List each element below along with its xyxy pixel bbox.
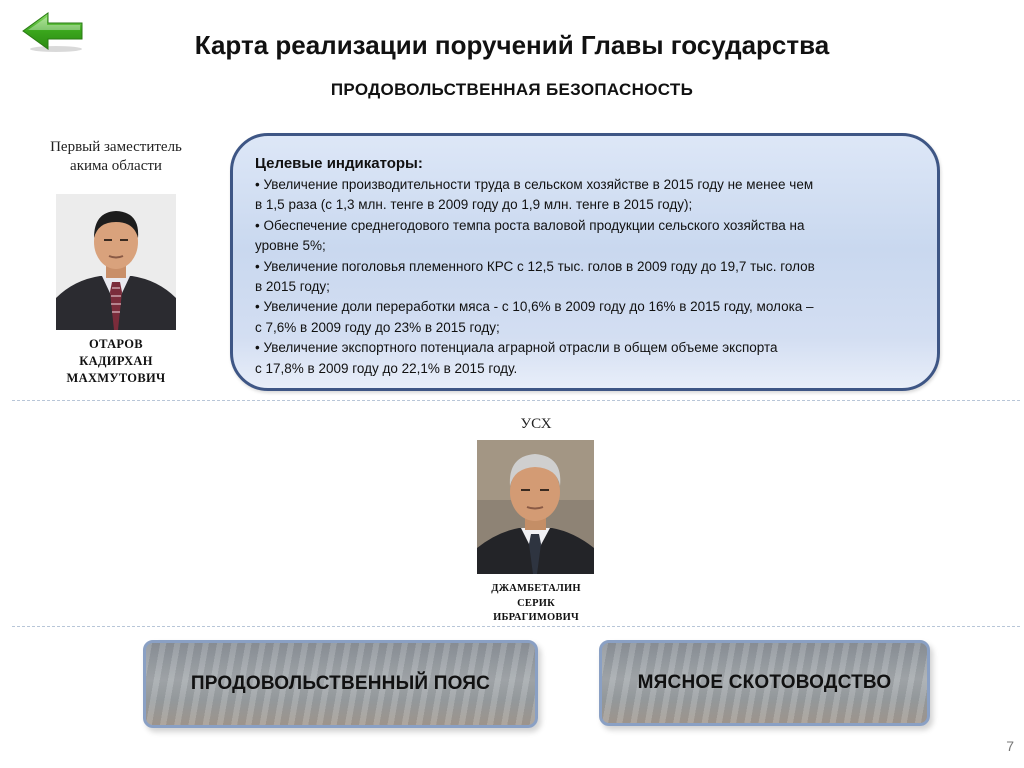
leader-patronymic: МАХМУТОВИЧ	[66, 371, 166, 385]
indicator-item: • Обеспечение среднегодового темпа роста валовой продукции сельского хозяйства на уровне 5%;	[255, 217, 805, 254]
indicator-item: • Увеличение поголовья племенного КРС с 12,5 тыс. голов в 2009 году до 19,7 тыс. голов в 2015 году;	[255, 258, 815, 295]
divider	[12, 626, 1020, 627]
page-number: 7	[1006, 738, 1014, 754]
food-belt-program-button[interactable]	[143, 640, 538, 728]
page-subtitle: ПРОДОВОЛЬСТВЕННАЯ БЕЗОПАСНОСТЬ	[330, 80, 694, 99]
divider	[12, 400, 1020, 401]
department-head-surname: ДЖАМБЕТАЛИН	[491, 583, 581, 594]
indicators-heading: Целевые индикаторы:	[255, 155, 423, 172]
leader-photo	[56, 194, 176, 330]
indicators-panel	[230, 133, 940, 391]
leader-first-name: КАДИРХАН	[79, 354, 153, 368]
indicator-item: • Увеличение доли переработки мяса - с 10,6% в 2009 году до 16% в 2015 году, молока – с 7,6% в 2009 году до 23% в 2015 году;	[255, 299, 814, 335]
leader-role: Первый заместитель акима области	[50, 139, 182, 174]
indicator-item: • Увеличение производительности труда в сельском хозяйстве в 2015 году не менее чем в 1,5 раза (с 1,3 млн. тенге в 2009 году до 1,9 млн. тенге в 2015 году);	[255, 177, 814, 213]
meat-cattle-program-label: МЯСНОЕ СКОТОВОДСТВО	[637, 672, 892, 693]
page-title: Карта реализации поручений Главы государства	[194, 30, 830, 60]
leader-surname: ОТАРОВ	[89, 337, 143, 351]
indicator-item: • Увеличение экспортного потенциала аграрной отрасли в общем объеме экспорта с 17,8% в 2009 году до 22,1% в 2015 году.	[255, 340, 778, 376]
food-belt-program-label: ПРОДОВОЛЬСТВЕННЫЙ ПОЯС	[190, 673, 491, 694]
department-head-first-name: СЕРИК	[517, 597, 555, 609]
department-head-patronymic: ИБРАГИМОВИЧ	[493, 612, 579, 623]
department-head-photo	[477, 440, 594, 574]
department-head-name	[460, 582, 612, 626]
meat-cattle-program-button[interactable]	[599, 640, 930, 726]
leader-name	[40, 336, 192, 387]
department-label: УСХ	[520, 416, 552, 432]
